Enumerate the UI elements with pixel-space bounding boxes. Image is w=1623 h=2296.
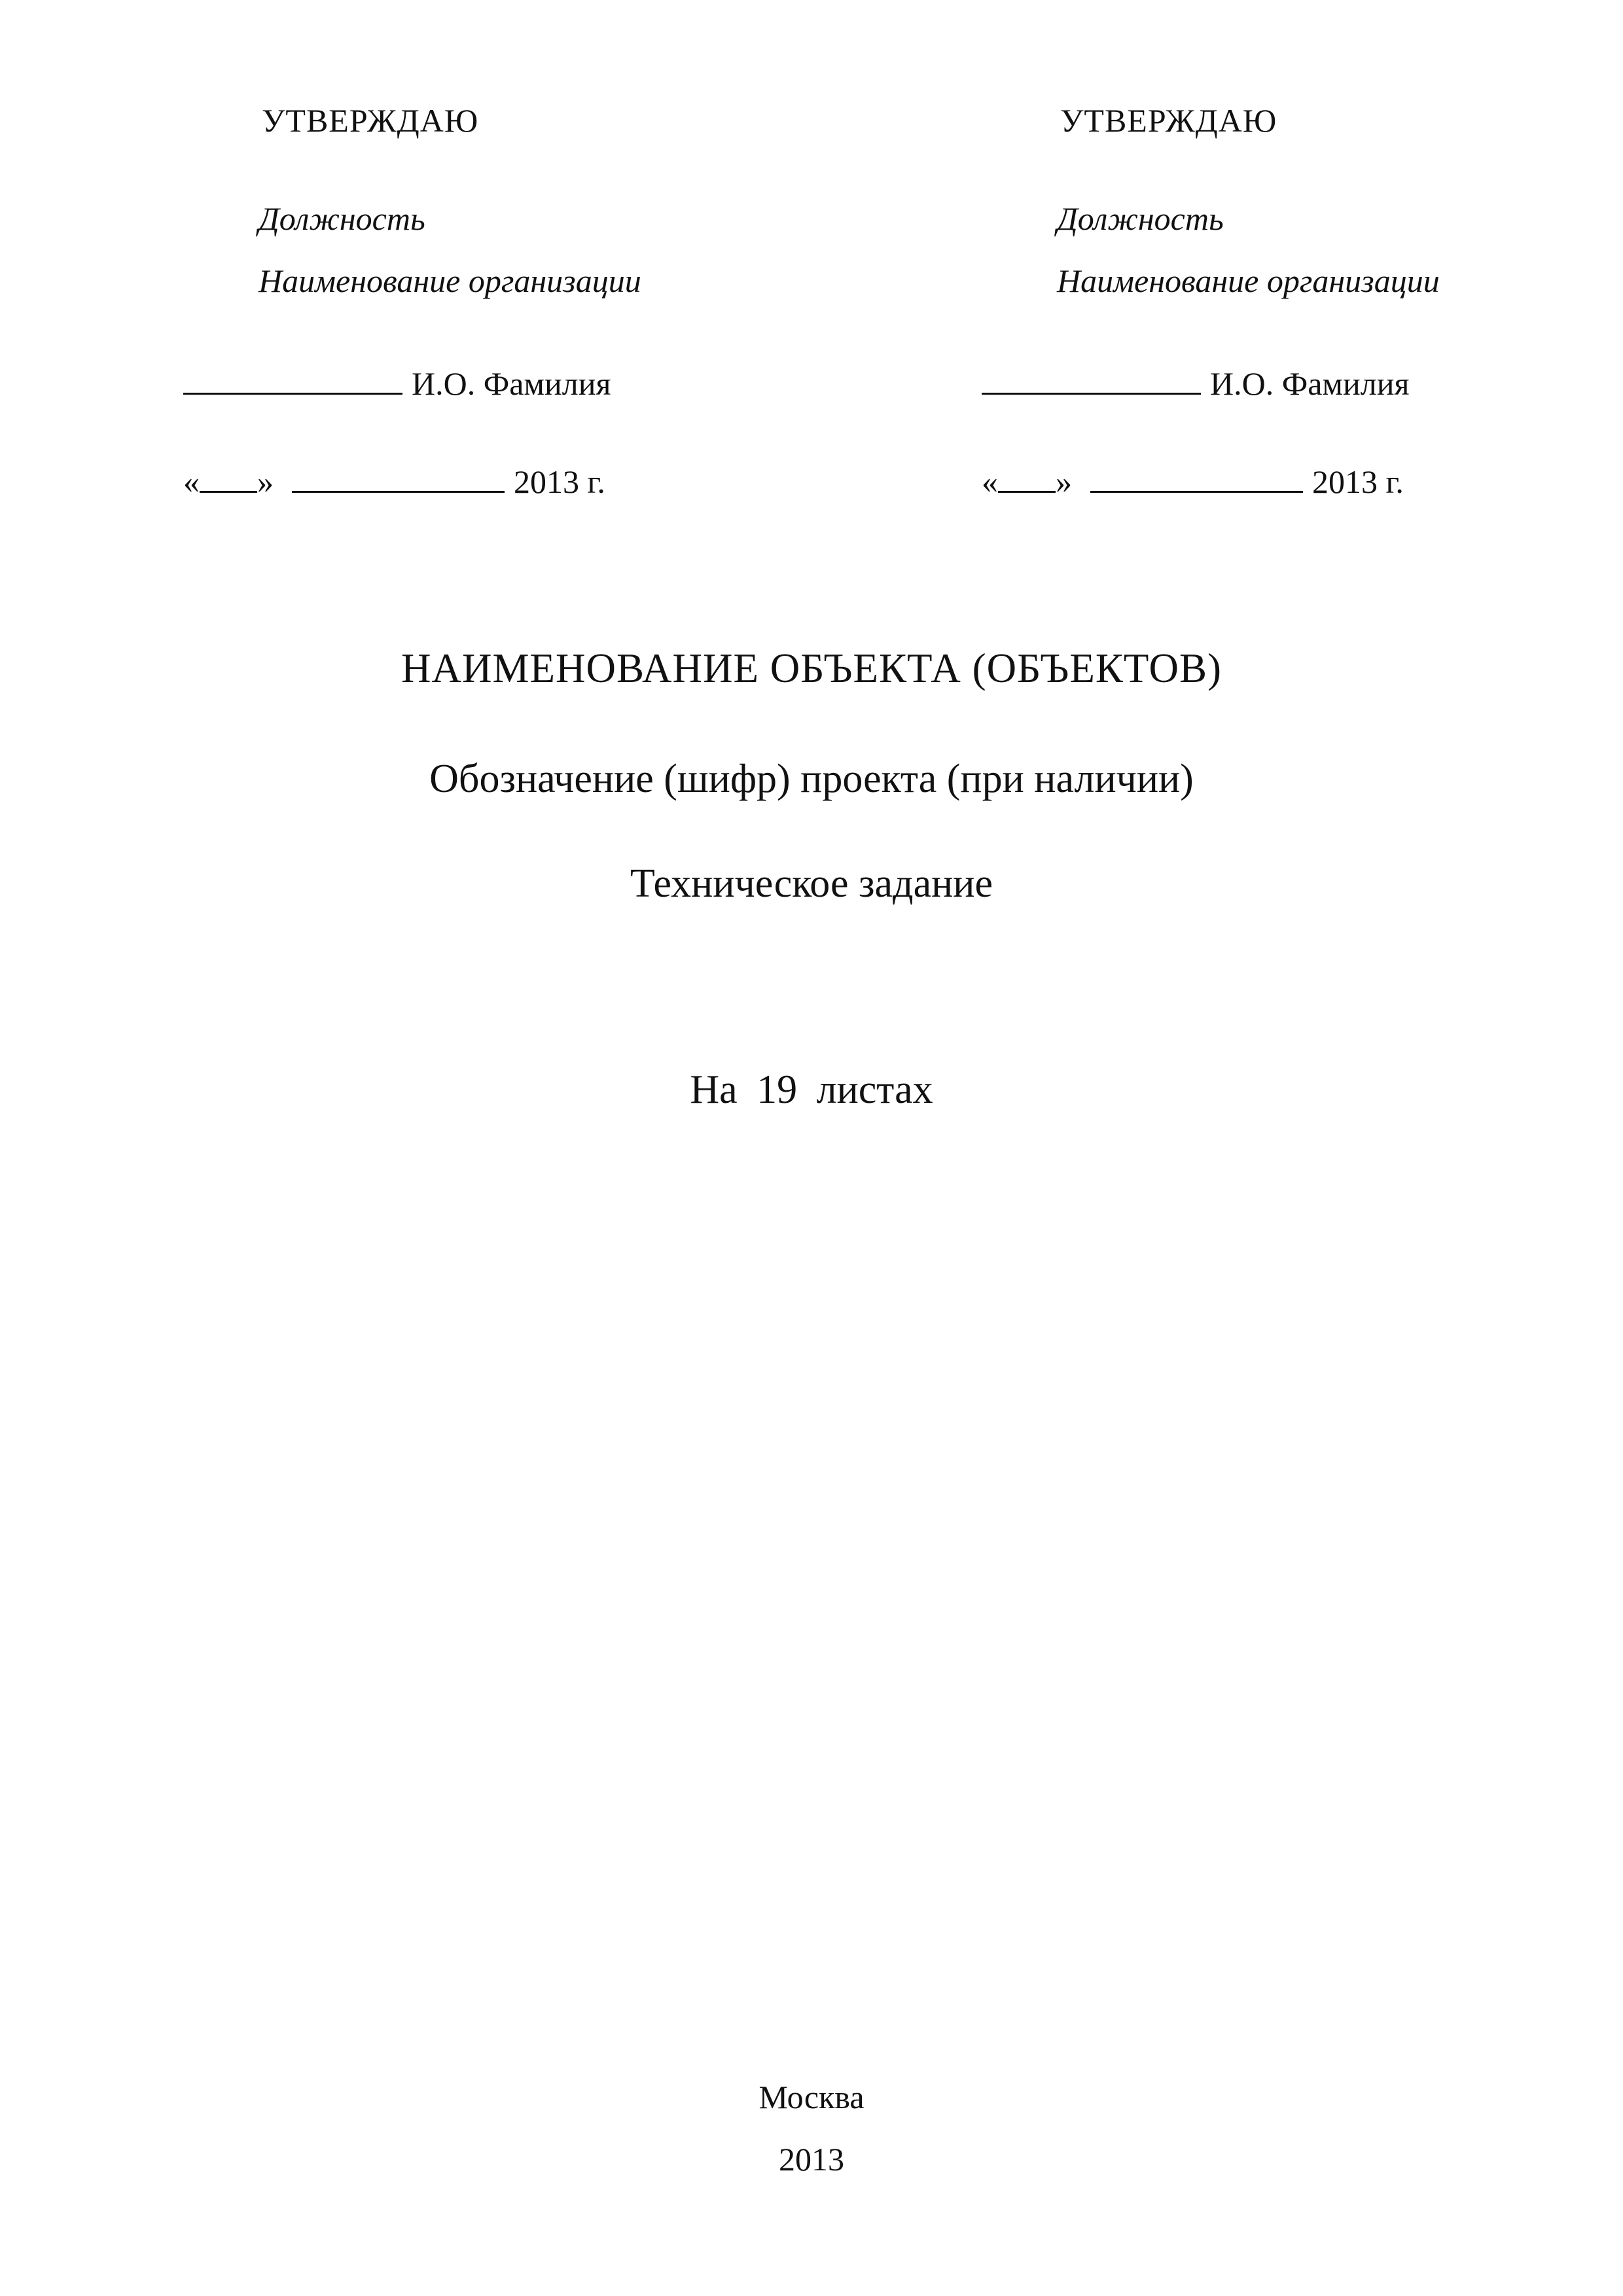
approval-block-left xyxy=(183,0,838,524)
organization-label: Наименование организации xyxy=(259,262,641,299)
day-blank xyxy=(200,458,257,493)
date-quote-open: « xyxy=(183,463,200,500)
city: Москва xyxy=(758,2079,865,2115)
day-blank xyxy=(998,458,1056,493)
organization-label: Наименование организации xyxy=(1057,262,1440,299)
signature-line xyxy=(183,360,611,403)
approval-block-right xyxy=(982,0,1623,524)
signatory-name: И.О. Фамилия xyxy=(412,365,611,402)
signature-blank xyxy=(982,360,1201,395)
approval-title: УТВЕРЖДАЮ xyxy=(1060,102,1277,139)
document-type: Техническое задание xyxy=(630,861,993,906)
date-year: 2013 г. xyxy=(514,463,605,500)
date-line xyxy=(183,458,605,501)
date-line xyxy=(982,458,1404,501)
signature-blank xyxy=(183,360,402,395)
sheet-count: На 19 листах xyxy=(690,1067,933,1112)
date-year: 2013 г. xyxy=(1312,463,1404,500)
date-quote-open: « xyxy=(982,463,998,500)
month-blank xyxy=(1090,458,1303,493)
date-quote-close: » xyxy=(1056,463,1072,500)
signatory-name: И.О. Фамилия xyxy=(1210,365,1410,402)
position-label: Должность xyxy=(259,200,425,237)
project-code: Обозначение (шифр) проекта (при наличии) xyxy=(429,757,1194,801)
date-quote-close: » xyxy=(257,463,274,500)
year: 2013 xyxy=(779,2141,844,2178)
signature-line xyxy=(982,360,1410,403)
position-label: Должность xyxy=(1057,200,1224,237)
month-blank xyxy=(292,458,505,493)
object-title: НАИМЕНОВАНИЕ ОБЪЕКТА (ОБЪЕКТОВ) xyxy=(401,645,1222,691)
approval-title: УТВЕРЖДАЮ xyxy=(262,102,479,139)
